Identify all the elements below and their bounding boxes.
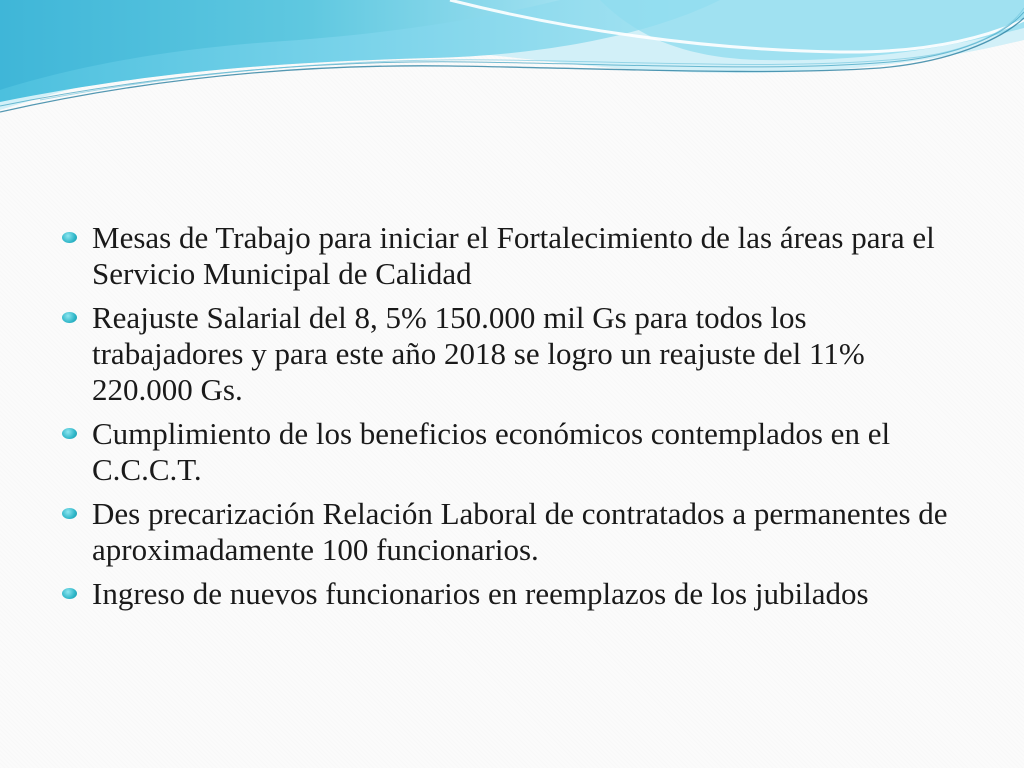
bullet-item (62, 416, 962, 488)
bullet-icon (62, 312, 77, 323)
bullet-icon (62, 428, 77, 439)
bullet-item (62, 220, 962, 292)
bullet-text: Mesas de Trabajo para iniciar el Fortalecimiento de las áreas para el Servicio Municipal de Calidad (92, 220, 935, 291)
wave-banner-graphic (0, 0, 1024, 130)
bullet-text: Des precarización Relación Laboral de contratados a permanentes de aproximadamente 100 funcionarios. (92, 496, 948, 567)
bullet-item (62, 300, 962, 408)
bullet-item (62, 496, 962, 568)
bullet-icon (62, 508, 77, 519)
bullet-item (62, 576, 962, 612)
bullet-icon (62, 588, 77, 599)
bullet-text: Ingreso de nuevos funcionarios en reemplazos de los jubilados (92, 576, 869, 611)
bullet-text: Cumplimiento de los beneficios económicos contemplados en el C.C.C.T. (92, 416, 891, 487)
bullet-icon (62, 232, 77, 243)
bullet-text: Reajuste Salarial del 8, 5% 150.000 mil Gs para todos los trabajadores y para este año 2018 se logro un reajuste del 11% 220.000 Gs. (92, 300, 865, 407)
bullet-list (62, 220, 962, 620)
